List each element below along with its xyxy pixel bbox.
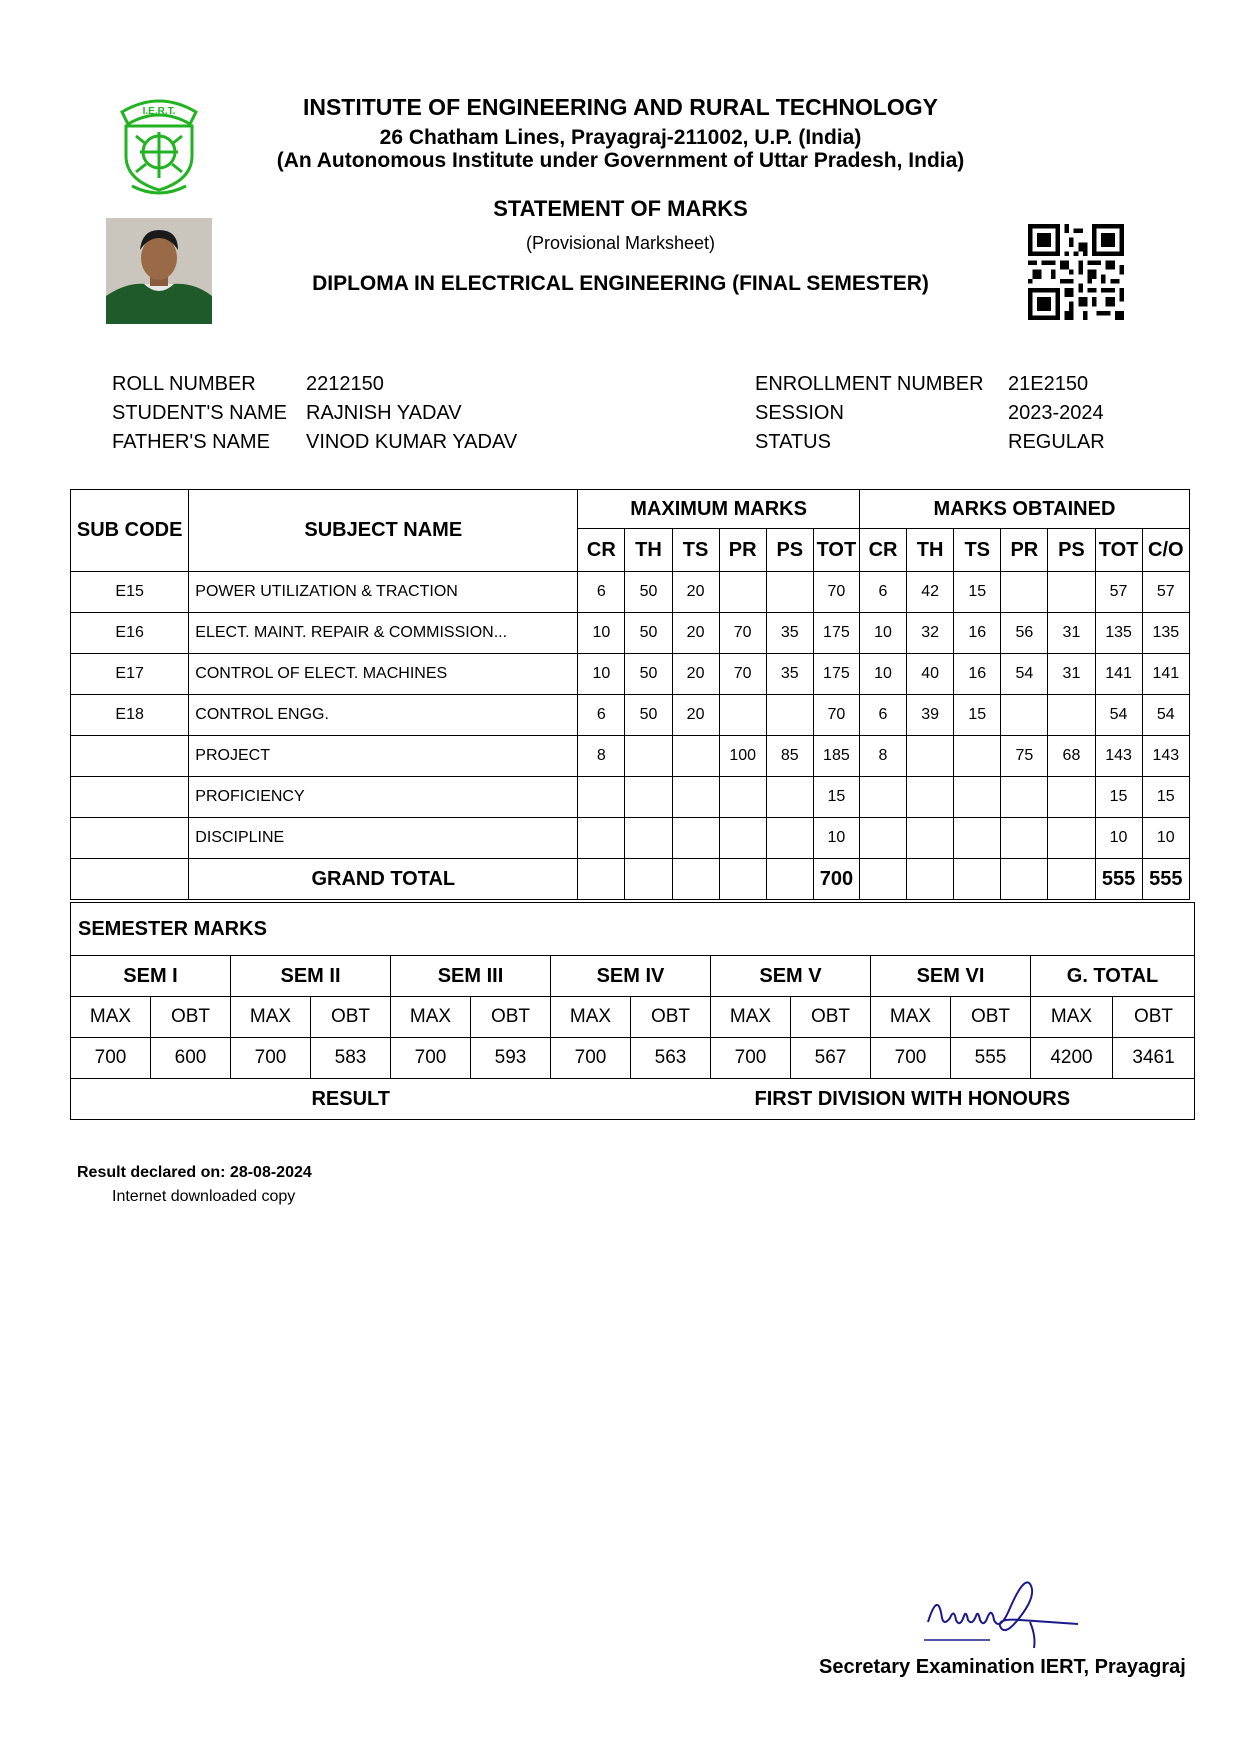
max-mark-cell	[766, 695, 813, 736]
father-label: FATHER'S NAME	[112, 431, 270, 453]
max-mark-cell: 50	[625, 654, 672, 695]
max-mark-cell	[719, 572, 766, 613]
semester-max-value: 700	[871, 1038, 951, 1079]
roll-number: 2212150	[306, 373, 384, 395]
subject-name: ELECT. MAINT. REPAIR & COMMISSION...	[189, 613, 578, 654]
session-label: SESSION	[755, 402, 844, 424]
obtained-mark-cell: 141	[1095, 654, 1142, 695]
document-subtitle: (Provisional Marksheet)	[525, 233, 716, 253]
obtained-mark-cell: 15	[954, 695, 1001, 736]
institute-status: (An Autonomous Institute under Government of Uttar Pradesh, India)	[276, 149, 965, 172]
max-mark-cell	[625, 818, 672, 859]
enrollment-info-labels	[755, 370, 984, 457]
status: REGULAR	[1008, 431, 1105, 453]
grand-total-max: 700	[813, 859, 859, 900]
obtained-mark-cell: 10	[859, 654, 906, 695]
subject-code: E18	[71, 695, 189, 736]
semester-header: SEM III	[391, 956, 551, 997]
semester-obt-label: OBT	[951, 997, 1031, 1038]
max-mark-cell: 100	[719, 736, 766, 777]
grand-total-row	[71, 859, 1190, 900]
obtained-mark-cell	[907, 736, 954, 777]
obtained-mark-cell: 135	[1095, 613, 1142, 654]
obt-col-header: C/O	[1142, 529, 1189, 572]
obtained-mark-cell	[907, 818, 954, 859]
obtained-mark-cell: 75	[1001, 736, 1048, 777]
max-mark-cell	[766, 777, 813, 818]
max-mark-cell: 70	[813, 695, 859, 736]
max-mark-cell: 20	[672, 654, 719, 695]
subject-name: PROFICIENCY	[189, 777, 578, 818]
obtained-mark-cell: 32	[907, 613, 954, 654]
obtained-mark-cell: 10	[1142, 818, 1189, 859]
max-mark-cell: 175	[813, 654, 859, 695]
obtained-mark-cell: 42	[907, 572, 954, 613]
semester-obt-value: 555	[951, 1038, 1031, 1079]
max-mark-cell: 6	[578, 572, 625, 613]
subject-name: PROJECT	[189, 736, 578, 777]
semester-max-label: MAX	[1031, 997, 1113, 1038]
father-name: VINOD KUMAR YADAV	[306, 431, 518, 453]
roll-label: ROLL NUMBER	[112, 373, 256, 395]
grand-total-obtained: 555	[1095, 859, 1142, 900]
max-mark-cell: 6	[578, 695, 625, 736]
table-row	[71, 654, 1190, 695]
max-mark-cell	[625, 777, 672, 818]
max-mark-cell	[672, 818, 719, 859]
obtained-mark-cell: 15	[954, 572, 1001, 613]
obtained-mark-cell	[1048, 777, 1095, 818]
enroll-label: ENROLLMENT NUMBER	[755, 373, 984, 395]
header-maximum-marks: MAXIMUM MARKS	[578, 490, 860, 529]
semester-max-value: 700	[391, 1038, 471, 1079]
max-mark-cell	[719, 695, 766, 736]
grand-total-label: GRAND TOTAL	[189, 859, 578, 900]
obtained-mark-cell	[954, 818, 1001, 859]
institute-name: INSTITUTE OF ENGINEERING AND RURAL TECHNOLOGY	[302, 94, 939, 120]
semester-max-label: MAX	[391, 997, 471, 1038]
obtained-mark-cell	[859, 777, 906, 818]
semester-header: G. TOTAL	[1031, 956, 1195, 997]
max-mark-cell: 185	[813, 736, 859, 777]
obtained-mark-cell: 141	[1142, 654, 1189, 695]
max-mark-cell: 20	[672, 695, 719, 736]
session: 2023-2024	[1008, 402, 1104, 424]
max-col-header: PS	[766, 529, 813, 572]
semester-max-label: MAX	[71, 997, 151, 1038]
max-mark-cell: 50	[625, 613, 672, 654]
max-mark-cell: 10	[578, 613, 625, 654]
obtained-mark-cell: 143	[1142, 736, 1189, 777]
result-label: RESULT	[71, 1079, 631, 1120]
student-name: RAJNISH YADAV	[306, 402, 462, 424]
obtained-mark-cell	[1001, 777, 1048, 818]
semester-obt-label: OBT	[1113, 997, 1195, 1038]
semester-max-value: 700	[551, 1038, 631, 1079]
max-col-header: PR	[719, 529, 766, 572]
name-label: STUDENT'S NAME	[112, 402, 287, 424]
max-mark-cell	[672, 736, 719, 777]
max-mark-cell: 85	[766, 736, 813, 777]
obtained-mark-cell: 54	[1142, 695, 1189, 736]
subject-code	[71, 736, 189, 777]
obtained-mark-cell: 31	[1048, 654, 1095, 695]
max-col-header: TOT	[813, 529, 859, 572]
document-title: STATEMENT OF MARKS	[493, 196, 748, 221]
max-col-header: TS	[672, 529, 719, 572]
semester-max-label: MAX	[231, 997, 311, 1038]
obtained-mark-cell: 31	[1048, 613, 1095, 654]
max-mark-cell: 70	[813, 572, 859, 613]
student-info-labels	[112, 370, 287, 457]
obtained-mark-cell	[1001, 818, 1048, 859]
marks-table	[70, 489, 1190, 900]
status-label: STATUS	[755, 431, 831, 453]
semester-obt-label: OBT	[151, 997, 231, 1038]
header-sub-code: SUB CODE	[71, 490, 189, 572]
semester-max-label: MAX	[711, 997, 791, 1038]
subject-code: E15	[71, 572, 189, 613]
obtained-mark-cell: 143	[1095, 736, 1142, 777]
obtained-mark-cell	[859, 818, 906, 859]
max-mark-cell	[578, 777, 625, 818]
logo-text: I.E.R.T.	[142, 106, 176, 117]
obtained-mark-cell: 6	[859, 695, 906, 736]
obtained-mark-cell: 15	[1095, 777, 1142, 818]
result-row	[71, 1079, 1195, 1120]
result-value: FIRST DIVISION WITH HONOURS	[631, 1079, 1195, 1120]
table-row	[71, 572, 1190, 613]
obtained-mark-cell: 54	[1095, 695, 1142, 736]
obtained-mark-cell	[1048, 695, 1095, 736]
max-mark-cell: 15	[813, 777, 859, 818]
subject-code: E16	[71, 613, 189, 654]
obtained-mark-cell: 10	[1095, 818, 1142, 859]
enrollment-number: 21E2150	[1008, 373, 1089, 395]
max-mark-cell: 20	[672, 572, 719, 613]
obtained-mark-cell: 39	[907, 695, 954, 736]
semester-marks-title: SEMESTER MARKS	[71, 903, 1195, 956]
semester-obt-value: 567	[791, 1038, 871, 1079]
obtained-mark-cell	[1048, 572, 1095, 613]
subject-code	[71, 777, 189, 818]
grand-total-co: 555	[1142, 859, 1189, 900]
obtained-mark-cell: 54	[1001, 654, 1048, 695]
semester-obt-label: OBT	[471, 997, 551, 1038]
max-mark-cell: 35	[766, 613, 813, 654]
max-mark-cell	[719, 777, 766, 818]
subject-name: CONTROL OF ELECT. MACHINES	[189, 654, 578, 695]
semester-max-label: MAX	[551, 997, 631, 1038]
semester-max-value: 700	[71, 1038, 151, 1079]
obt-col-header: PR	[1001, 529, 1048, 572]
max-mark-cell: 8	[578, 736, 625, 777]
max-mark-cell	[672, 777, 719, 818]
obtained-mark-cell	[954, 777, 1001, 818]
max-mark-cell: 20	[672, 613, 719, 654]
semester-max-value: 700	[231, 1038, 311, 1079]
obtained-mark-cell: 40	[907, 654, 954, 695]
max-mark-cell	[719, 818, 766, 859]
header-marks-obtained: MARKS OBTAINED	[859, 490, 1189, 529]
obtained-mark-cell	[907, 777, 954, 818]
obt-col-header: PS	[1048, 529, 1095, 572]
max-mark-cell	[766, 572, 813, 613]
result-declared-date: Result declared on: 28-08-2024	[77, 1164, 312, 1181]
secretary-title: Secretary Examination IERT, Prayagraj	[819, 1656, 1186, 1678]
obtained-mark-cell: 6	[859, 572, 906, 613]
enrollment-info-values	[1008, 370, 1105, 457]
max-mark-cell: 175	[813, 613, 859, 654]
obtained-mark-cell	[954, 736, 1001, 777]
obt-col-header: TH	[907, 529, 954, 572]
program-title: DIPLOMA IN ELECTRICAL ENGINEERING (FINAL SEMESTER)	[312, 272, 929, 295]
semester-obt-value: 593	[471, 1038, 551, 1079]
table-row	[71, 736, 1190, 777]
semester-header: SEM IV	[551, 956, 711, 997]
semester-max-value: 700	[711, 1038, 791, 1079]
subject-name: CONTROL ENGG.	[189, 695, 578, 736]
obtained-mark-cell: 57	[1142, 572, 1189, 613]
max-mark-cell: 70	[719, 613, 766, 654]
subject-code	[71, 818, 189, 859]
obtained-mark-cell	[1001, 572, 1048, 613]
max-mark-cell: 50	[625, 572, 672, 613]
semester-obt-value: 600	[151, 1038, 231, 1079]
semester-max-value: 4200	[1031, 1038, 1113, 1079]
obtained-mark-cell: 10	[859, 613, 906, 654]
obtained-mark-cell: 16	[954, 654, 1001, 695]
max-mark-cell: 50	[625, 695, 672, 736]
max-mark-cell	[625, 736, 672, 777]
obtained-mark-cell	[1001, 695, 1048, 736]
table-row	[71, 613, 1190, 654]
semester-obt-value: 3461	[1113, 1038, 1195, 1079]
semester-obt-value: 583	[311, 1038, 391, 1079]
header-subject-name: SUBJECT NAME	[189, 490, 578, 572]
semester-obt-label: OBT	[631, 997, 711, 1038]
table-row	[71, 818, 1190, 859]
obtained-mark-cell: 68	[1048, 736, 1095, 777]
table-row	[71, 777, 1190, 818]
semester-obt-label: OBT	[311, 997, 391, 1038]
max-mark-cell: 10	[578, 654, 625, 695]
obt-col-header: TOT	[1095, 529, 1142, 572]
max-mark-cell: 70	[719, 654, 766, 695]
max-mark-cell: 10	[813, 818, 859, 859]
obtained-mark-cell: 8	[859, 736, 906, 777]
semester-header: SEM VI	[871, 956, 1031, 997]
semester-header: SEM V	[711, 956, 871, 997]
max-col-header: TH	[625, 529, 672, 572]
max-mark-cell	[766, 818, 813, 859]
subject-name: DISCIPLINE	[189, 818, 578, 859]
institute-address: 26 Chatham Lines, Prayagraj-211002, U.P. (India)	[379, 126, 862, 149]
subject-code: E17	[71, 654, 189, 695]
table-row	[71, 695, 1190, 736]
obtained-mark-cell: 16	[954, 613, 1001, 654]
download-note: Internet downloaded copy	[112, 1188, 296, 1205]
obtained-mark-cell: 135	[1142, 613, 1189, 654]
semester-header: SEM II	[231, 956, 391, 997]
grand-total-empty-code	[71, 859, 189, 900]
obtained-mark-cell: 56	[1001, 613, 1048, 654]
subject-name: POWER UTILIZATION & TRACTION	[189, 572, 578, 613]
max-mark-cell	[578, 818, 625, 859]
semester-obt-label: OBT	[791, 997, 871, 1038]
secretary-signature	[920, 1560, 1080, 1650]
semester-obt-value: 563	[631, 1038, 711, 1079]
student-info-values	[306, 370, 517, 457]
obt-col-header: CR	[859, 529, 906, 572]
semester-marks-table	[70, 902, 1195, 1120]
obtained-mark-cell	[1048, 818, 1095, 859]
semester-header: SEM I	[71, 956, 231, 997]
obtained-mark-cell: 15	[1142, 777, 1189, 818]
max-col-header: CR	[578, 529, 625, 572]
obt-col-header: TS	[954, 529, 1001, 572]
max-mark-cell: 35	[766, 654, 813, 695]
semester-max-label: MAX	[871, 997, 951, 1038]
obtained-mark-cell: 57	[1095, 572, 1142, 613]
